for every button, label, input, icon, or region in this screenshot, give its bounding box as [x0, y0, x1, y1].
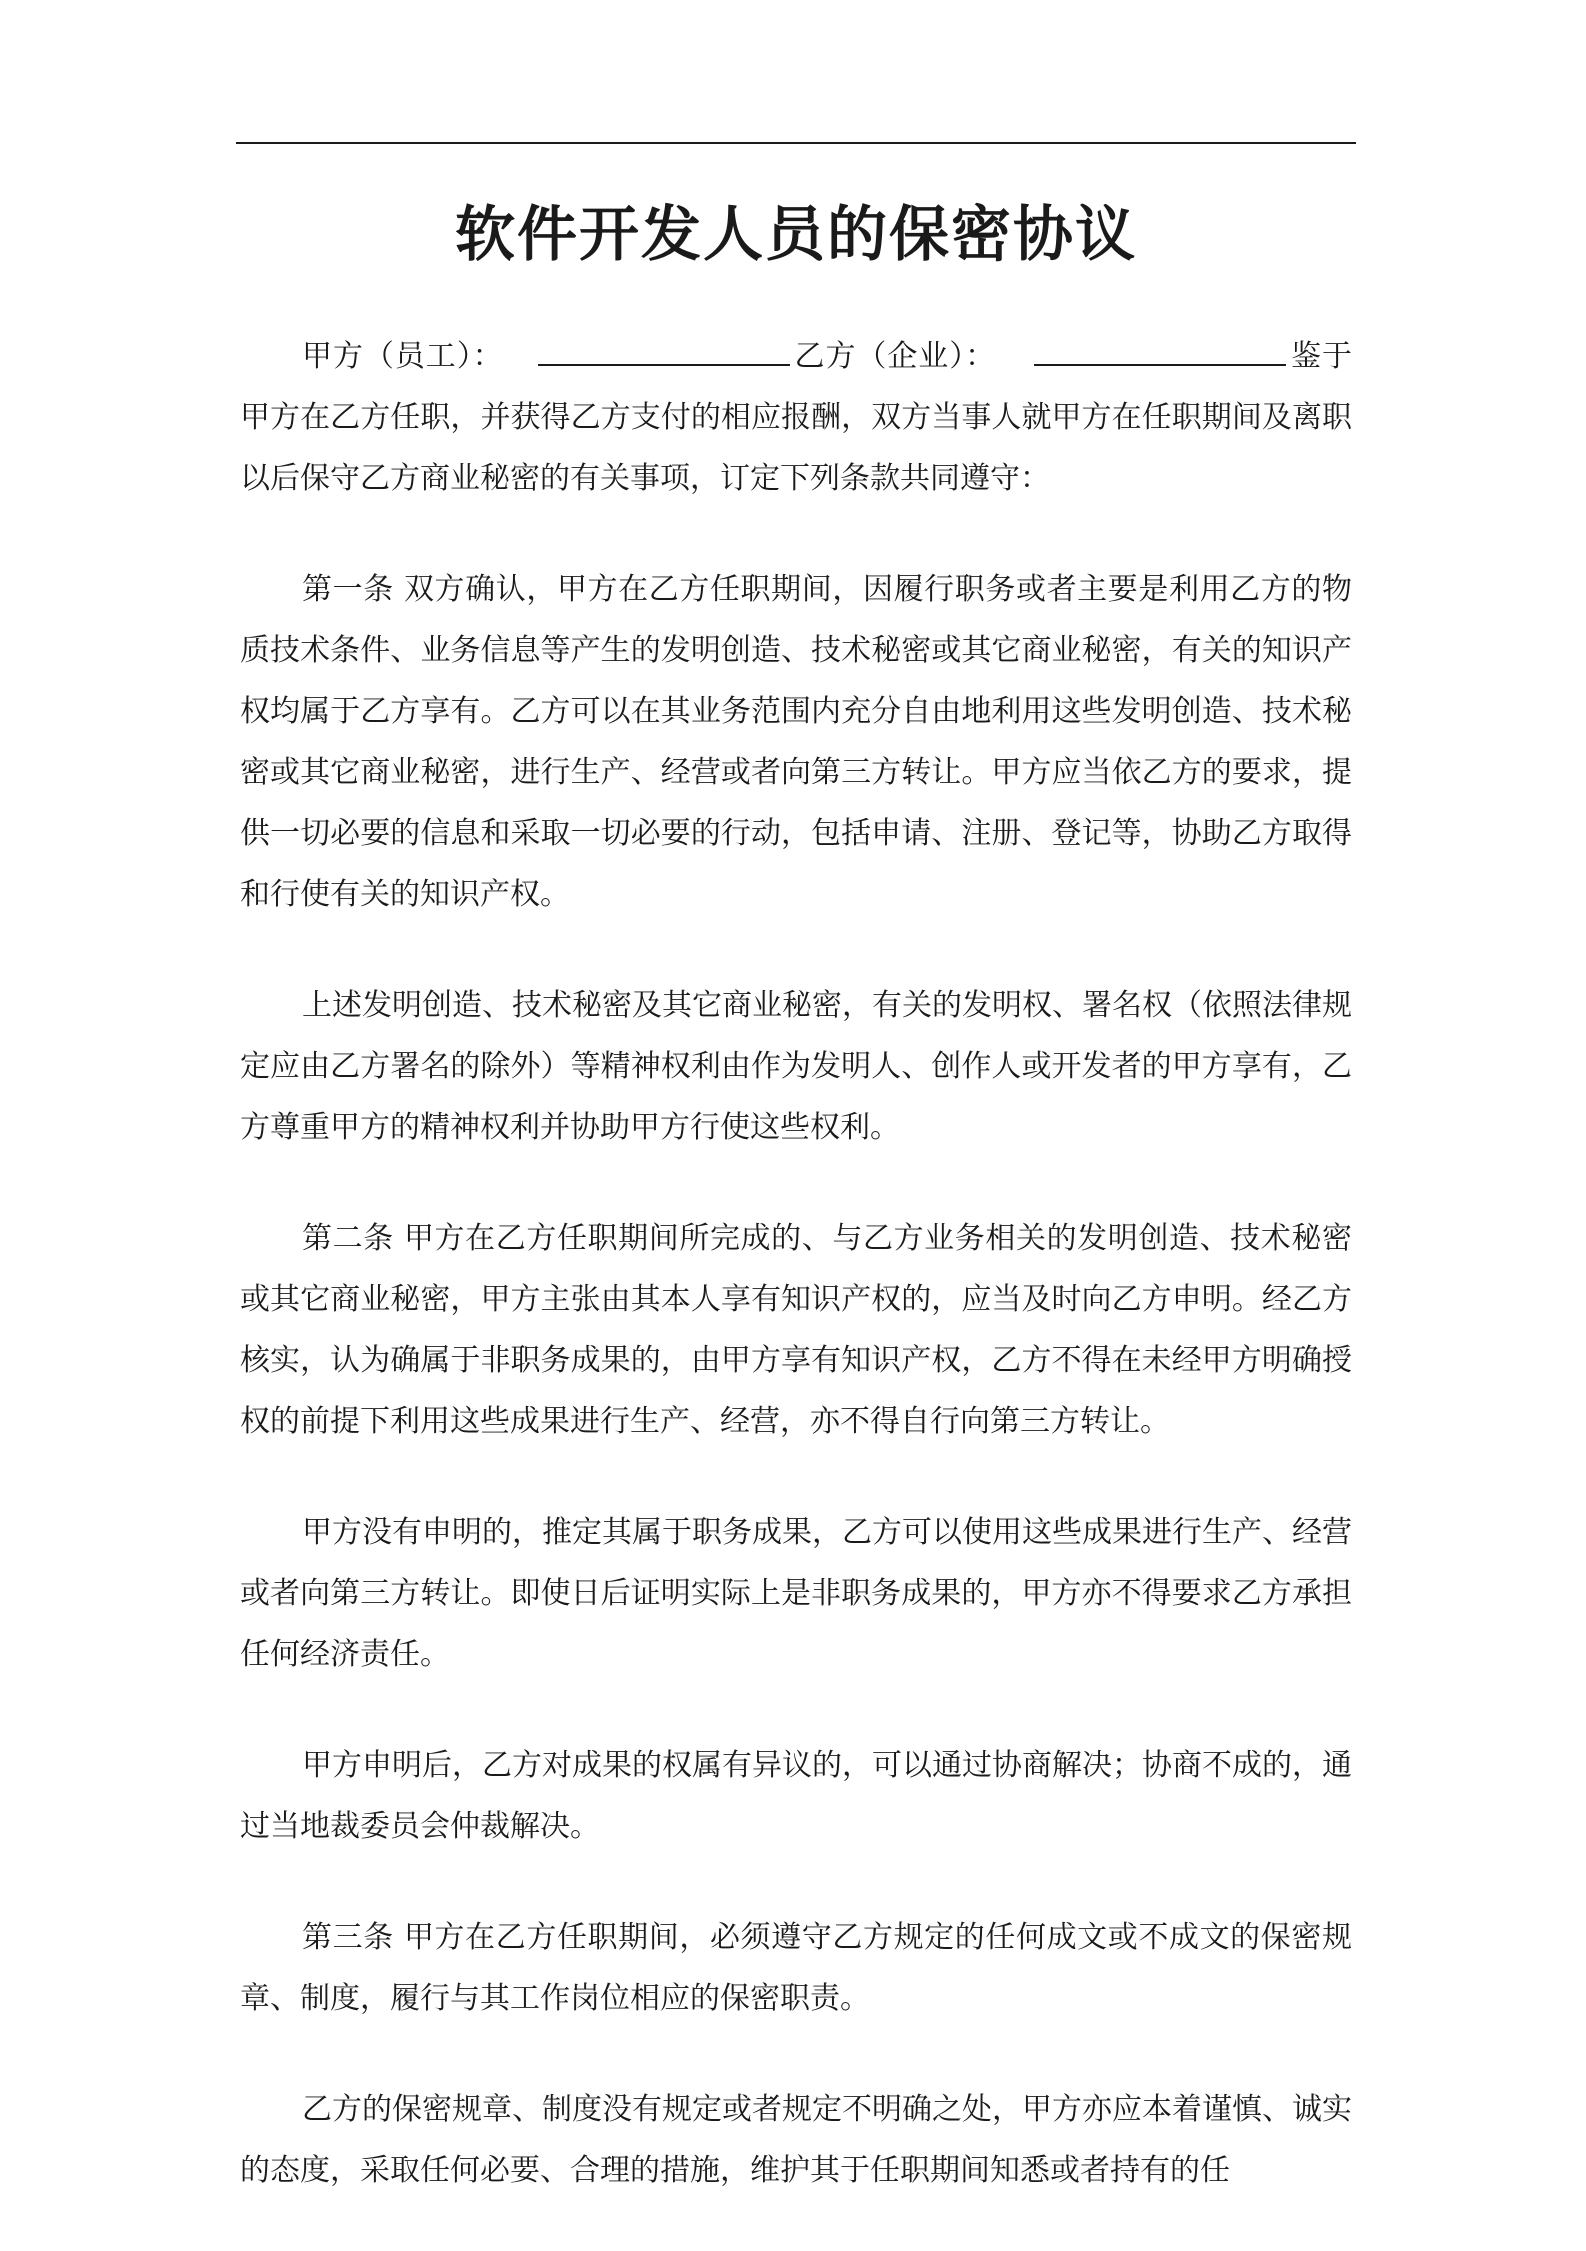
party-a-label: 甲方（员工）：: [302, 339, 504, 374]
document-body: [240, 326, 1352, 2251]
parties-paragraph: [240, 326, 1352, 509]
article-2-undeclared-paragraph: 甲方没有申明的，推定其属于职务成果，乙方可以使用这些成果进行生产、经营或者向第三方转让。即使日后证明实际上是非职务成果的，甲方亦不得要求乙方承担任何经济责任。: [240, 1515, 1352, 1672]
article-1-paragraph: 第一条 双方确认，甲方在乙方任职期间，因履行职务或者主要是利用乙方的物质技术条件、业务信息等产生的发明创造、技术秘密或其它商业秘密，有关的知识产权均属于乙方享有。乙方可以在其业务范围内充分自由地利用这些发明创造、技术秘密或其它商业秘密，进行生产、经营或者向第三方转让。甲方应当依乙方的要求，提供一切必要的信息和采取一切必要的行动，包括申请、注册、登记等，协助乙方取得和行使有关的知识产权。: [240, 572, 1352, 912]
document-title: 软件开发人员的保密协议: [455, 200, 1137, 270]
parties-intro: 鉴于甲方在乙方任职，并获得乙方支付的相应报酬，双方当事人就甲方在任职期间及离职以后保守乙方商业秘密的有关事项，订定下列条款共同遵守：: [240, 339, 1353, 496]
header-rule: [236, 142, 1356, 144]
party-b-blank: [1034, 336, 1286, 366]
article-3-supplement-paragraph: 乙方的保密规章、制度没有规定或者规定不明确之处，甲方亦应本着谨慎、诚实的态度，采取任何必要、合理的措施，维护其于任职期间知悉或者持有的任: [240, 2092, 1352, 2188]
article-1-moral-rights-paragraph: 上述发明创造、技术秘密及其它商业秘密，有关的发明权、署名权（依照法律规定应由乙方署名的除外）等精神权利由作为发明人、创作人或开发者的甲方享有，乙方尊重甲方的精神权利并协助甲方行使这些权利。: [240, 988, 1352, 1145]
article-2-dispute-paragraph: 甲方申明后，乙方对成果的权属有异议的，可以通过协商解决；协商不成的，通过当地裁委员会仲裁解决。: [240, 1748, 1352, 1844]
party-a-blank: [538, 336, 790, 366]
article-3-paragraph: 第三条 甲方在乙方任职期间，必须遵守乙方规定的任何成文或不成文的保密规章、制度，履行与其工作岗位相应的保密职责。: [240, 1920, 1352, 2016]
article-2-paragraph: 第二条 甲方在乙方任职期间所完成的、与乙方业务相关的发明创造、技术秘密或其它商业秘密，甲方主张由其本人享有知识产权的，应当及时向乙方申明。经乙方核实，认为确属于非职务成果的，由甲方享有知识产权，乙方不得在未经甲方明确授权的前提下利用这些成果进行生产、经营，亦不得自行向第三方转让。: [240, 1221, 1352, 1439]
party-b-label: 乙方（企业）：: [793, 339, 997, 374]
